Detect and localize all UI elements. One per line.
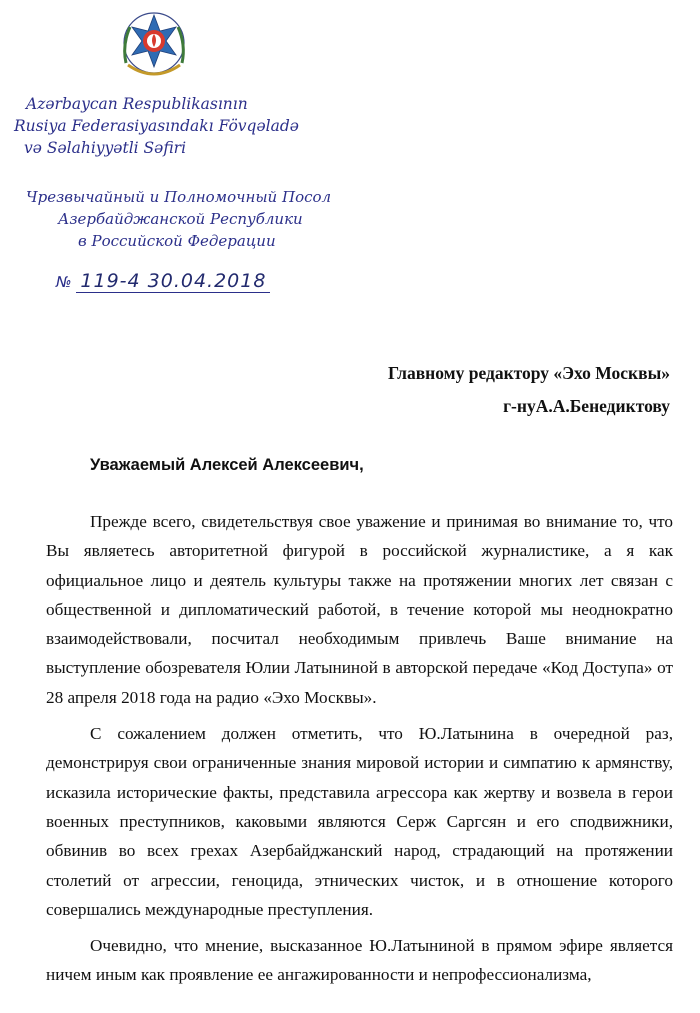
paragraph-1: Прежде всего, свидетельствуя свое уважение и принимая во внимание то, что Вы являетесь авторитетной фигурой в российской журналистике, а я как официальное лицо и деятель культуры также на протяжении многих лет связан с общественной и дипломатический работой, в течение которой мы неоднократно взаимодействовали, посчитал необходимым привлечь Ваше внимание на выступление обозревателя Юлии Латыниной в авторской передаче «Код Доступа» от 28 апреля 2018 года на радио «Эхо Москвы».: [46, 512, 673, 707]
letterhead-ru-line-2: Азербайджанской Республики: [58, 210, 303, 228]
state-emblem-icon: [114, 5, 194, 85]
number-sign: №: [56, 273, 72, 291]
letterhead-az-line-2: Rusiya Federasiyasındakı Fövqəladə: [14, 117, 299, 135]
registration-number: [56, 270, 270, 292]
addressee-line-2: г-нуА.А.Бенедиктову: [503, 396, 670, 416]
letter-body: [46, 507, 673, 997]
paragraph-3: Очевидно, что мнение, высказанное Ю.Латыниной в прямом эфире является ничем иным как проявление ее ангажированности и непрофессионализма,: [46, 936, 673, 985]
letterhead-russian: [26, 186, 332, 252]
salutation: Уважаемый Алексей Алексеевич,: [90, 456, 364, 474]
letterhead-az-line-1: Azərbaycan Respublikasının: [26, 95, 248, 113]
handwritten-number-date: 119-4 30.04.2018: [76, 270, 270, 293]
paragraph-2: С сожалением должен отметить, что Ю.Латынина в очередной раз, демонстрируя свои ограниченные знания мировой истории и симпатию к армянству, исказила исторические факты, представила агрессора как жертву и возвела в герои военных преступников, каковыми являются Серж Саргсян и его сподвижники, обвинив во всех грехах Азербайджанский народ, страдающий на протяжении столетий от агрессии, геноцида, этнических чисток, и в отношение которого совершались международные преступления.: [46, 724, 673, 919]
letterhead-ru-line-1: Чрезвычайный и Полномочный Посол: [26, 188, 332, 206]
letterhead-ru-line-3: в Российской Федерации: [78, 232, 276, 250]
addressee-line-1: Главному редактору «Эхо Москвы»: [388, 363, 670, 383]
addressee-block: [388, 357, 670, 423]
letterhead-azerbaijani: [14, 93, 314, 159]
letterhead-az-line-3: və Səlahiyyətli Səfiri: [24, 139, 187, 157]
